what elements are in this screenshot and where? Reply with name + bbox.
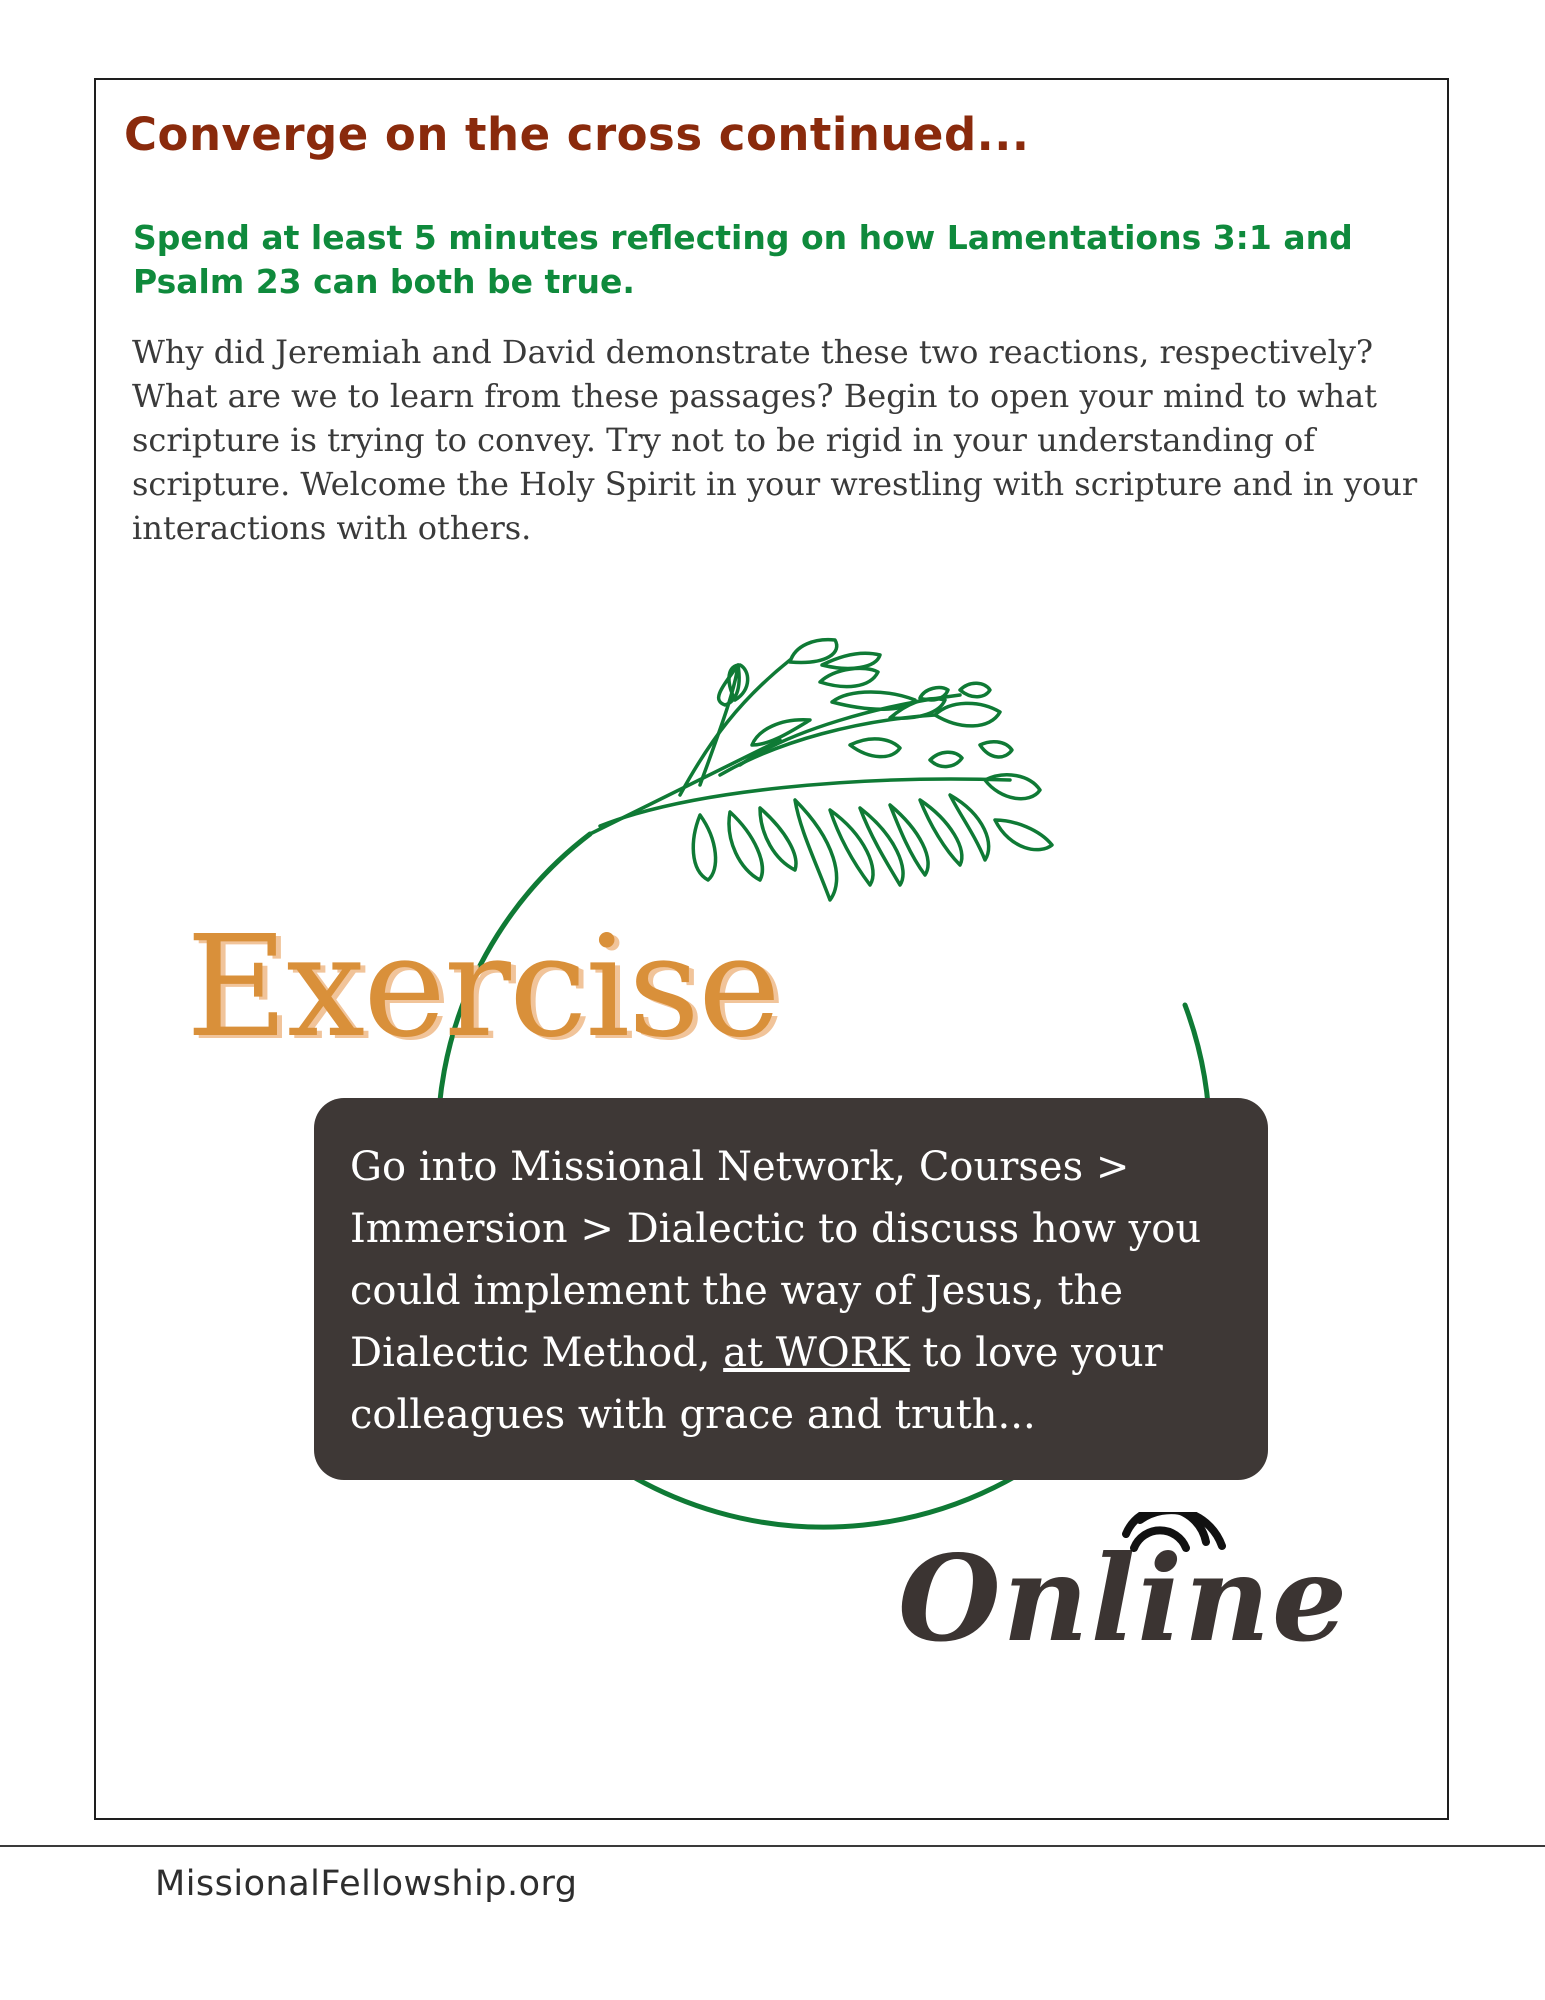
page-heading: Converge on the cross continued... xyxy=(124,108,1030,161)
online-badge: Online xyxy=(898,1529,1350,1668)
exercise-text-start: Go into Missional Network, Courses > Immersion > Dialectic to discuss how you could implement the way of Jesus, the Dialectic Method, xyxy=(350,1144,1202,1376)
exercise-instructions xyxy=(350,1136,1240,1446)
exercise-title: Exercise xyxy=(186,906,779,1069)
wifi-signal-icon xyxy=(1120,1512,1230,1592)
exercise-text-end: to love your colleagues with grace and truth... xyxy=(350,1330,1163,1438)
footer-website-link[interactable]: MissionalFellowship.org xyxy=(155,1864,578,1904)
at-work-link[interactable]: at WORK xyxy=(723,1330,910,1376)
reflection-body: Why did Jeremiah and David demonstrate these two reactions, respectively? What are we to learn from these passages? Begin to open your mind to what scripture is trying to convey. Try not to be rigid in your understanding of scripture. Welcome the Holy Spirit in your wrestling with scripture and in your interactions with others. xyxy=(132,333,1418,547)
reflection-prompt: Spend at least 5 minutes reflecting on how Lamentations 3:1 and Psalm 23 can both be true. xyxy=(133,218,1353,301)
exercise-callout xyxy=(314,1098,1268,1480)
branch-leaves-icon xyxy=(590,640,1052,900)
footer-divider xyxy=(0,1845,1545,1847)
